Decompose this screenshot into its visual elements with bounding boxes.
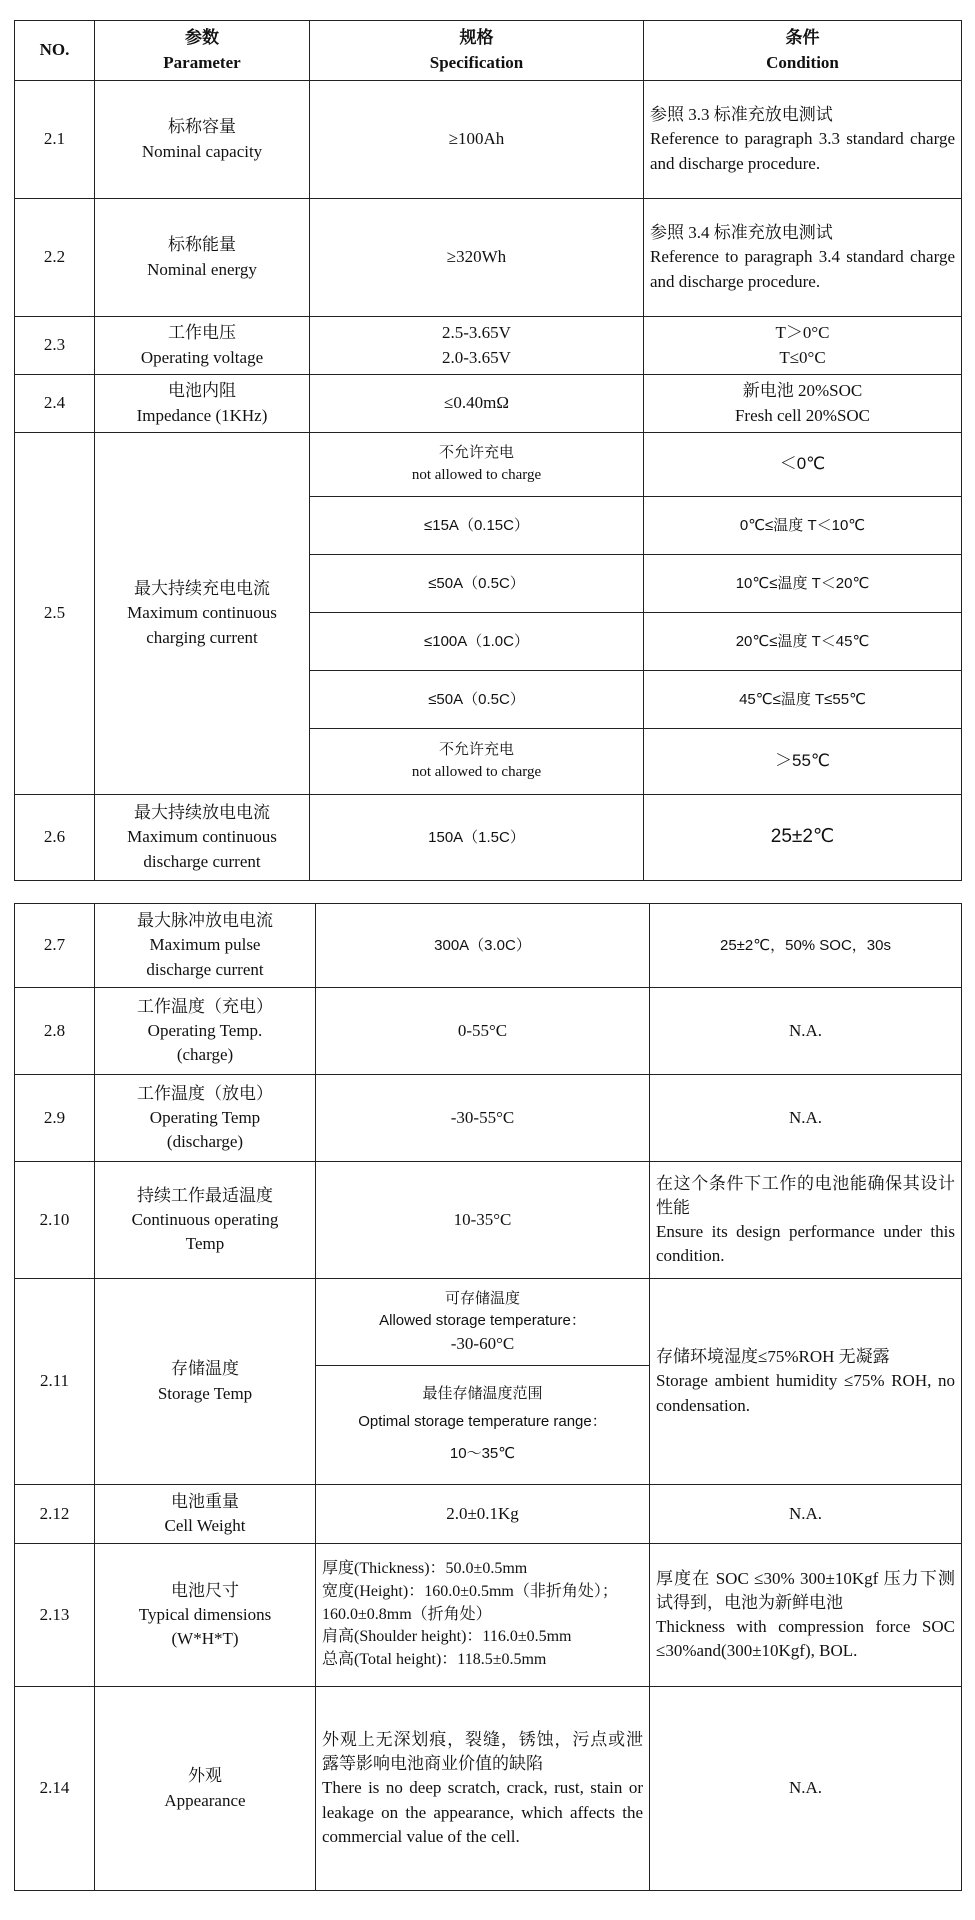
spec-value: 2.0-3.65V [442, 347, 511, 367]
row-no: 2.13 [15, 1544, 95, 1687]
param-en: (charge) [176, 1045, 234, 1065]
spec-en: There is no deep scratch, crack, rust, stain or leakage on the appearance, which affects the commercial value of the cell. [322, 1778, 643, 1846]
spec-table-part-2 [14, 903, 962, 1891]
spec-zh: 可存储温度 [444, 1291, 520, 1308]
spec-value: ≥320Wh [310, 199, 644, 317]
cond-value: 45℃≤温度 T≤55℃ [644, 671, 962, 729]
spec-en: Optimal storage temperature range： [358, 1413, 607, 1431]
cond-en: Ensure its design performance under this condition. [656, 1222, 955, 1266]
row-no: 2.10 [15, 1162, 95, 1279]
cond-value: N.A. [650, 1075, 962, 1162]
param-en: Operating Temp. [147, 1020, 263, 1040]
cond-value: T≤0°C [779, 347, 826, 367]
param-en: Operating voltage [140, 347, 264, 367]
cond-value: N.A. [650, 1485, 962, 1544]
row-no: 2.8 [15, 988, 95, 1075]
cond-value: 0℃≤温度 T＜10℃ [644, 497, 962, 555]
cond-value: N.A. [650, 1687, 962, 1891]
param-en: (discharge) [166, 1132, 244, 1152]
spec-value: ≤50A（0.5C） [310, 555, 644, 613]
spec-value: ≤50A（0.5C） [310, 671, 644, 729]
spec-en: not allowed to charge [411, 466, 542, 483]
cond-en: Reference to paragraph 3.3 standard charge and discharge procedure. [650, 129, 955, 173]
param-zh: 最大持续放电电流 [134, 803, 270, 823]
cond-value: ＜0℃ [644, 433, 962, 497]
param-zh: 标称容量 [168, 117, 236, 137]
header-spec-en: Specification [429, 52, 524, 72]
param-zh: 工作温度（放电） [137, 1083, 273, 1103]
cond-en: Fresh cell 20%SOC [734, 405, 871, 425]
table-row [15, 1687, 962, 1891]
header-cond-zh: 条件 [785, 28, 820, 48]
spec-en: Allowed storage temperature： [379, 1312, 586, 1330]
row-no: 2.6 [15, 795, 95, 881]
table-row [15, 1162, 962, 1279]
cond-value: 20℃≤温度 T＜45℃ [644, 613, 962, 671]
spec-en: not allowed to charge [411, 763, 542, 780]
spec-value: 300A（3.0C） [316, 904, 650, 988]
param-en: charging current [146, 627, 258, 647]
cond-zh: 在这个条件下工作的电池能确保其设计性能 [656, 1173, 955, 1217]
param-en: Maximum continuous [127, 603, 277, 623]
spec-table-part-1 [14, 20, 962, 881]
table-row [15, 1544, 962, 1687]
param-en: Maximum pulse [149, 935, 261, 955]
cond-value: ＞55℃ [644, 729, 962, 795]
param-zh: 电池内阻 [168, 381, 236, 401]
param-zh: 电池尺寸 [171, 1580, 239, 1600]
header-cond-en: Condition [766, 52, 839, 72]
spec-value: 2.5-3.65V [442, 323, 511, 343]
param-en: Nominal capacity [141, 141, 263, 161]
cond-zh: 参照 3.4 标准充放电测试 [650, 223, 833, 243]
spec-value: 2.0±0.1Kg [316, 1485, 650, 1544]
param-zh: 存储温度 [171, 1359, 239, 1379]
spec-value: ≤15A（0.15C） [310, 497, 644, 555]
param-en: Typical dimensions [138, 1604, 272, 1624]
spec-zh: 不允许充电 [438, 742, 514, 759]
spec-value: 10～35℃ [449, 1444, 516, 1462]
cond-en: Thickness with compression force SOC ≤30%and(300±10Kgf), BOL. [656, 1617, 955, 1661]
param-en: Nominal energy [147, 259, 257, 279]
spec-value: 150A（1.5C） [310, 795, 644, 881]
spec-value: ≤100A（1.0C） [310, 613, 644, 671]
table-row [15, 1279, 962, 1485]
table-row [15, 433, 962, 497]
table-row [15, 199, 962, 317]
table-row [15, 375, 962, 433]
cond-zh: 存储环境湿度≤75%ROH 无凝露 [656, 1347, 890, 1367]
param-en: Impedance (1KHz) [136, 405, 268, 425]
row-no: 2.3 [15, 317, 95, 375]
param-zh: 持续工作最适温度 [137, 1185, 273, 1205]
spec-total-height: 总高(Total height)：118.5±0.5mm [322, 1651, 547, 1669]
spec-value: 10-35°C [316, 1162, 650, 1279]
spec-value: ≤0.40mΩ [310, 375, 644, 433]
row-no: 2.14 [15, 1687, 95, 1891]
table-row [15, 904, 962, 988]
spec-value: -30-55°C [316, 1075, 650, 1162]
param-en: Appearance [164, 1790, 246, 1810]
param-zh: 最大持续充电电流 [134, 579, 270, 599]
row-no: 2.2 [15, 199, 95, 317]
row-no: 2.11 [15, 1279, 95, 1485]
spec-height: 宽度(Height)：160.0±0.5mm（非折角处）；160.0±0.8mm（折角处） [322, 1582, 618, 1623]
cond-en: Storage ambient humidity ≤75% ROH, no condensation. [656, 1371, 955, 1415]
cond-value: 25±2℃，50% SOC，30s [650, 904, 962, 988]
table-row [15, 1485, 962, 1544]
cond-value: 25±2℃ [644, 795, 962, 881]
spec-zh: 外观上无深划痕，裂缝，锈蚀，污点或泄露等影响电池商业价值的缺陷 [322, 1730, 643, 1774]
param-en: Storage Temp [157, 1383, 253, 1403]
param-en: Maximum continuous [127, 827, 277, 847]
param-zh: 标称能量 [168, 235, 236, 255]
spec-zh: 不允许充电 [438, 445, 514, 462]
spec-shoulder-height: 肩高(Shoulder height)：116.0±0.5mm [322, 1628, 572, 1646]
table-row [15, 81, 962, 199]
spec-zh: 最佳存储温度范围 [422, 1386, 543, 1403]
spec-value: -30-60°C [450, 1333, 515, 1353]
cond-zh: 参照 3.3 标准充放电测试 [650, 105, 833, 125]
spec-value: ≥100Ah [310, 81, 644, 199]
param-en: Continuous operating [131, 1209, 279, 1229]
param-zh: 最大脉冲放电电流 [137, 911, 273, 931]
table-row [15, 1075, 962, 1162]
param-en: (W*H*T) [171, 1629, 239, 1649]
param-en: discharge current [143, 851, 261, 871]
storage-temp-split [316, 1281, 649, 1483]
param-zh: 工作电压 [168, 323, 236, 343]
param-en: Operating Temp [149, 1107, 261, 1127]
cond-value: T＞0°C [775, 323, 830, 343]
table-row [15, 795, 962, 881]
param-en: discharge current [146, 959, 264, 979]
row-no: 2.9 [15, 1075, 95, 1162]
header-parameter-zh: 参数 [185, 28, 219, 48]
cond-value: N.A. [650, 988, 962, 1075]
cond-en: Reference to paragraph 3.4 standard charge and discharge procedure. [650, 247, 955, 291]
table-row [15, 988, 962, 1075]
param-zh: 外观 [188, 1766, 222, 1786]
param-en: Cell Weight [164, 1516, 246, 1535]
header-spec-zh: 规格 [459, 28, 494, 48]
spec-thickness: 厚度(Thickness)：50.0±0.5mm [322, 1560, 528, 1578]
cond-value: 10℃≤温度 T＜20℃ [644, 555, 962, 613]
param-zh: 电池重量 [171, 1491, 239, 1511]
cond-zh: 新电池 20%SOC [742, 381, 863, 401]
row-no: 2.4 [15, 375, 95, 433]
table-header [15, 21, 962, 81]
row-no: 2.12 [15, 1485, 95, 1544]
header-parameter-en: Parameter [163, 52, 241, 72]
param-zh: 工作温度（充电） [137, 996, 273, 1016]
row-no: 2.7 [15, 904, 95, 988]
table-row [15, 317, 962, 375]
param-en: Temp [185, 1234, 225, 1254]
header-no: NO. [15, 21, 95, 81]
cond-zh: 厚度在 SOC ≤30% 300±10Kgf 压力下测试得到，电池为新鲜电池 [656, 1568, 955, 1612]
row-no: 2.5 [15, 433, 95, 795]
spec-value: 0-55°C [316, 988, 650, 1075]
row-no: 2.1 [15, 81, 95, 199]
